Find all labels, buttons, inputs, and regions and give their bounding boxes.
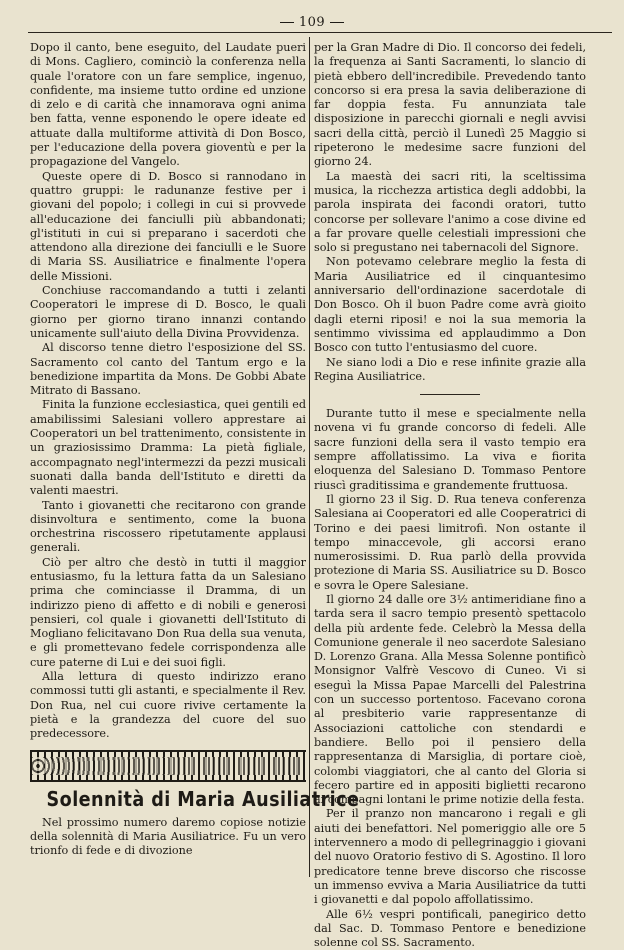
paragraph: Ne siano lodi a Dio e rese infinite grazie alla Regina Ausiliatrice. <box>314 355 586 383</box>
paragraph: Tanto i giovanetti che recitarono con grande disinvoltura e sentimento, come la buona orchestrina riscossero ripetutamente applausi generali. <box>30 498 306 555</box>
page-number: 109 <box>298 14 326 30</box>
decorative-border <box>30 750 306 782</box>
paragraph: Il giorno 23 il Sig. D. Rua teneva conferenza Salesiana ai Cooperatori ed alle Cooperatrici di Torino e dei paesi limitrofi. Non ostante il tempo minaccevole, gli accorsi erano numerosissimi. D. Rua parlò della provvida protezione di Maria SS. Ausiliatrice su D. Bosco e sovra le Opere Salesiane. <box>314 492 586 592</box>
right-column <box>314 41 586 950</box>
paragraph: Nel prossimo numero daremo copiose notizie della solennità di Maria Ausiliatrice. Fu un vero trionfo di fede e di divozione <box>30 815 306 858</box>
paragraph: Non potevamo celebrare meglio la festa di Maria Ausiliatrice ed il cinquantesimo anniversario dell'ordinazione sacerdotale di Don Bosco. Oh il buon Padre come avrà gioito dagli eterni riposi! e noi la sua memoria la sentimmo vivissima ed applaudimmo a Don Bosco con tutto l'entusiasmo del cuore. <box>314 255 586 355</box>
column-divider <box>309 37 310 877</box>
paragraph: Conchiuse raccomandando a tutti i zelanti Cooperatori le imprese di D. Bosco, le quali giorno per giorno tirano innanzi contando unicamente sull'aiuto della Divina Provvidenza. <box>30 284 306 340</box>
paragraph: Al discorso tenne dietro l'esposizione del SS. Sacramento col canto del Tantum ergo e la benedizione impartita da Mons. De Gobbi Abate Mitrato di Bassano. <box>30 341 306 398</box>
paragraph: Queste opere di D. Bosco si rannodano in quattro gruppi: le radunanze festive per i giovani del popolo; i collegi in cui si provvede all'educazione dei fanciulli più abbandonati; gl'istituti in cui si preparano i sacerdoti che attendono alla direzione dei fanciulli e le Suore di Maria SS. Ausiliatrice e finalmente l'opera delle Missioni. <box>30 169 306 283</box>
paragraph: Durante tutto il mese e specialmente nella novena vi fu grande concorso di fedeli. Alle sacre funzioni della sera il vasto tempio era sempre affollatissimo. La viva e fiorita eloquenza del Salesiano D. Tommaso Pentore riuscì graditissima e grandemente fruttuosa. <box>314 407 586 492</box>
page-header <box>0 12 624 32</box>
paragraph: Finita la funzione ecclesiastica, quei gentili ed amabilissimi Salesiani vollero apprestare ai Cooperatori un bel trattenimento, consistente in un graziosissimo Dramma: La pietà figliale, accompagnato negl'intermezzi da pezzi musicali suonati dalla banda dell'Istituto e diretti da valenti maestri. <box>30 398 306 498</box>
paragraph: Alle 6½ vespri pontificali, panegirico detto dal Sac. D. Tommaso Pentore e benedizione solenne col SS. Sacramento. <box>314 907 586 950</box>
paragraph: Ciò per altro che destò in tutti il maggior entusiasmo, fu la lettura fatta da un Salesiano prima che cominciasse il Dramma, di un indirizzo pieno di affetto e di nobili e generosi pensieri, col quale i giovanetti dell'Istituto di Mogliano felicitavano Don Rua della sua venuta, e gli promettevano fedele corrispondenza alle cure paterne di Lui e dei suoi figli. <box>30 555 306 669</box>
left-column <box>30 41 360 901</box>
header-dash-left <box>280 22 294 23</box>
paragraph: Alla lettura di questo indirizzo erano commossi tutti gli astanti, e specialmente il Rev. Don Rua, nel cui cuore rivive certamente la pietà e la grandezza del cuore del suo predecessore. <box>30 670 306 741</box>
header-dash-right <box>330 22 344 23</box>
paragraph: Il giorno 24 dalle ore 3½ antimeridiane fino a tarda sera il sacro tempio presentò spettacolo della più ardente fede. Celebrò la Messa della Comunione generale il neo sacerdote Salesiano D. Lorenzo Grana. Alla Messa Solenne pontificò Monsignor Valfrè Vescovo di Cuneo. Vi si eseguì la Missa Papae Marcelli del Palestrina con un successo portentoso. Facevano corona al presbiterio varie rappresentanze di Associazioni cattoliche con stendardi e bandiere. Bello poi il pensiero della rappresentanza di Marsiglia, di portare cioè, colombi viaggiatori, che al canto del Gloria si fecero partire ed in appositi biglietti recarono ai compagni lontani le prime notizie della festa. <box>314 592 586 807</box>
header-rule <box>28 32 612 33</box>
paragraph: La maestà dei sacri riti, la sceltissima musica, la ricchezza artistica degli addobbi, la parola inspirata dei facondi oratori, tutto concorse per sollevare l'animo a cose divine ed a far provare quelle celestiali impressioni che solo si pregustano nei tabernacoli del Signore. <box>314 169 586 255</box>
paragraph: Dopo il canto, bene eseguito, del Laudate pueri di Mons. Cagliero, cominciò la conferenza nella quale l'oratore con un fare semplice, ingenuo, confidente, ma insieme tutto ordine ed unzione di zelo e di carità che innamorava ogni anima ben fatta, venne esponendo le opere ideate ed attuate dalla multiforme attività di Don Bosco, per l'educazione della povera gioventù e per la propagazione del Vangelo. <box>30 41 306 169</box>
section-separator <box>420 394 480 395</box>
paragraph: Per il pranzo non mancarono i regali e gli aiuti dei benefattori. Nel pomeriggio alle ore 5 intervennero a modo di pellegrinaggio i giovani del nuovo Oratorio festivo di S. Agostino. Il loro predicatore tenne breve discorso che riscosse un immenso evviva a Maria Ausiliatrice da tutti i giovanetti e dal popolo affollatissimo. <box>314 807 586 907</box>
paragraph: per la Gran Madre di Dio. Il concorso dei fedeli, la frequenza ai Santi Sacramenti, lo slancio di pietà ebbero dell'incredibile. Prevedendo tanto concorso si era presa la savia deliberazione di far doppia festa. Fu annunziata tale disposizione in parecchi giornali e negli avvisi sacri della città, perciò il Lunedì 25 Maggio si ripeterono le medesime sacre funzioni del giorno 24. <box>314 41 586 169</box>
section-title: Solennità di Maria Ausiliatrice <box>46 786 360 811</box>
